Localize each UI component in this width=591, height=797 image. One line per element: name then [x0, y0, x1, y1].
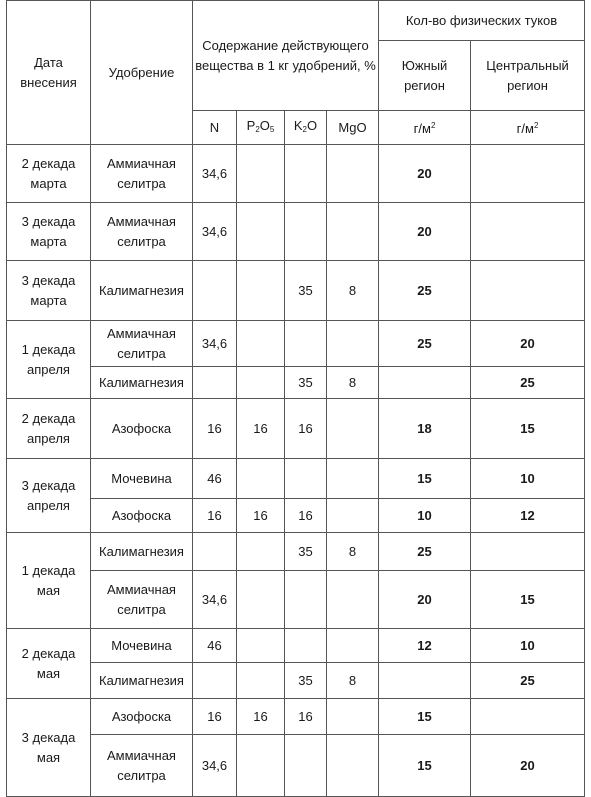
- cell-fertilizer: Аммиачная селитра: [91, 203, 193, 261]
- cell-n: 34,6: [193, 321, 237, 367]
- cell-central: [471, 699, 585, 735]
- cell-south: 20: [379, 571, 471, 629]
- cell-fertilizer: Азофоска: [91, 499, 193, 533]
- cell-central: [471, 145, 585, 203]
- cell-p2o5: [237, 203, 285, 261]
- cell-date: 2 декада марта: [7, 145, 91, 203]
- table-row: [7, 459, 585, 499]
- header-p2o5: [237, 111, 285, 145]
- table-row: [7, 321, 585, 367]
- cell-central: 15: [471, 399, 585, 459]
- cell-date: 1 декада мая: [7, 533, 91, 629]
- cell-fertilizer: Аммиачная селитра: [91, 735, 193, 797]
- cell-mgo: 8: [327, 261, 379, 321]
- k2o-mid: O: [307, 117, 318, 133]
- cell-n: 16: [193, 499, 237, 533]
- cell-p2o5: [237, 261, 285, 321]
- fertilizer-table: [6, 0, 585, 797]
- table-row: [7, 145, 585, 203]
- cell-k2o: [285, 571, 327, 629]
- cell-n: 16: [193, 399, 237, 459]
- p2o5-sub2: 5: [269, 124, 275, 134]
- k2o-sub1: 2: [302, 124, 307, 134]
- cell-n: 34,6: [193, 203, 237, 261]
- cell-p2o5: 16: [237, 399, 285, 459]
- header-content: Содержание действующего вещества в 1 кг удобрений, %: [193, 1, 379, 111]
- cell-p2o5: [237, 663, 285, 699]
- table-row: [7, 571, 585, 629]
- cell-n: [193, 533, 237, 571]
- cell-mgo: [327, 321, 379, 367]
- unit-south-base: г/м: [413, 121, 431, 136]
- cell-central: 20: [471, 321, 585, 367]
- cell-k2o: [285, 735, 327, 797]
- cell-fertilizer: Аммиачная селитра: [91, 571, 193, 629]
- cell-fertilizer: Калимагнезия: [91, 533, 193, 571]
- cell-p2o5: 16: [237, 499, 285, 533]
- p2o5-mid: O: [259, 117, 270, 133]
- p2o5-sub1: 2: [255, 124, 260, 134]
- cell-south: 25: [379, 321, 471, 367]
- table-row: [7, 533, 585, 571]
- cell-fertilizer: Мочевина: [91, 629, 193, 663]
- cell-fertilizer: Калимагнезия: [91, 261, 193, 321]
- cell-k2o: [285, 145, 327, 203]
- cell-p2o5: [237, 145, 285, 203]
- cell-central: 10: [471, 459, 585, 499]
- header-unit-central: [471, 111, 585, 145]
- cell-mgo: [327, 203, 379, 261]
- cell-n: 34,6: [193, 735, 237, 797]
- cell-central: [471, 203, 585, 261]
- cell-fertilizer: Калимагнезия: [91, 663, 193, 699]
- header-south: Южный регион: [379, 41, 471, 111]
- cell-date: 3 декада марта: [7, 203, 91, 261]
- cell-p2o5: [237, 367, 285, 399]
- unit-central-sup: 2: [533, 121, 539, 130]
- cell-central: 15: [471, 571, 585, 629]
- cell-k2o: 35: [285, 261, 327, 321]
- header-n: N: [193, 111, 237, 145]
- cell-date: 2 декада апреля: [7, 399, 91, 459]
- header-k2o: [285, 111, 327, 145]
- table-row: [7, 699, 585, 735]
- table-body: [7, 145, 585, 797]
- cell-p2o5: [237, 571, 285, 629]
- table-row: [7, 629, 585, 663]
- cell-n: [193, 261, 237, 321]
- cell-south: 15: [379, 459, 471, 499]
- cell-k2o: 16: [285, 399, 327, 459]
- header-date: Дата внесения: [7, 1, 91, 145]
- cell-k2o: [285, 321, 327, 367]
- cell-date: 2 декада мая: [7, 629, 91, 699]
- cell-mgo: 8: [327, 533, 379, 571]
- cell-south: 20: [379, 145, 471, 203]
- header-amount: Кол-во физических туков: [379, 1, 585, 41]
- cell-central: 25: [471, 663, 585, 699]
- header-mgo: MgO: [327, 111, 379, 145]
- cell-mgo: [327, 571, 379, 629]
- cell-p2o5: [237, 321, 285, 367]
- cell-k2o: [285, 203, 327, 261]
- cell-south: 15: [379, 735, 471, 797]
- cell-k2o: [285, 629, 327, 663]
- cell-n: [193, 367, 237, 399]
- cell-p2o5: [237, 459, 285, 499]
- cell-south: 12: [379, 629, 471, 663]
- cell-k2o: 35: [285, 367, 327, 399]
- cell-south: 20: [379, 203, 471, 261]
- cell-k2o: 35: [285, 663, 327, 699]
- cell-mgo: [327, 499, 379, 533]
- cell-south: [379, 367, 471, 399]
- cell-central: [471, 261, 585, 321]
- header-fertilizer: Удобрение: [91, 1, 193, 145]
- header-unit-south: [379, 111, 471, 145]
- cell-n: [193, 663, 237, 699]
- cell-mgo: 8: [327, 663, 379, 699]
- table-row: [7, 203, 585, 261]
- header-central: Центральный регион: [471, 41, 585, 111]
- table-row: [7, 261, 585, 321]
- cell-k2o: 35: [285, 533, 327, 571]
- table-row: [7, 499, 585, 533]
- cell-mgo: [327, 699, 379, 735]
- cell-fertilizer: Калимагнезия: [91, 367, 193, 399]
- cell-mgo: [327, 629, 379, 663]
- cell-n: 16: [193, 699, 237, 735]
- cell-central: [471, 533, 585, 571]
- cell-south: [379, 663, 471, 699]
- cell-date: 3 декада мая: [7, 699, 91, 797]
- cell-n: 34,6: [193, 571, 237, 629]
- cell-central: 10: [471, 629, 585, 663]
- cell-p2o5: [237, 629, 285, 663]
- cell-fertilizer: Мочевина: [91, 459, 193, 499]
- cell-k2o: 16: [285, 499, 327, 533]
- table-row: [7, 367, 585, 399]
- cell-date: 3 декада апреля: [7, 459, 91, 533]
- cell-n: 34,6: [193, 145, 237, 203]
- unit-central-base: г/м: [516, 121, 534, 136]
- cell-central: 20: [471, 735, 585, 797]
- cell-mgo: [327, 145, 379, 203]
- cell-south: 10: [379, 499, 471, 533]
- cell-central: 25: [471, 367, 585, 399]
- cell-p2o5: 16: [237, 699, 285, 735]
- cell-mgo: [327, 459, 379, 499]
- cell-central: 12: [471, 499, 585, 533]
- cell-date: 1 декада апреля: [7, 321, 91, 399]
- p2o5-base: P: [246, 117, 256, 133]
- k2o-base: K: [293, 117, 303, 133]
- cell-fertilizer: Азофоска: [91, 699, 193, 735]
- cell-fertilizer: Аммиачная селитра: [91, 145, 193, 203]
- table-row: [7, 735, 585, 797]
- cell-mgo: 8: [327, 367, 379, 399]
- cell-south: 25: [379, 261, 471, 321]
- cell-fertilizer: Аммиачная селитра: [91, 321, 193, 367]
- cell-p2o5: [237, 533, 285, 571]
- cell-p2o5: [237, 735, 285, 797]
- cell-n: 46: [193, 629, 237, 663]
- table-row: [7, 399, 585, 459]
- unit-south-sup: 2: [430, 121, 436, 130]
- cell-mgo: [327, 735, 379, 797]
- cell-mgo: [327, 399, 379, 459]
- cell-south: 25: [379, 533, 471, 571]
- table-row: [7, 663, 585, 699]
- cell-fertilizer: Азофоска: [91, 399, 193, 459]
- cell-n: 46: [193, 459, 237, 499]
- cell-south: 18: [379, 399, 471, 459]
- cell-k2o: [285, 459, 327, 499]
- cell-date: 3 декада марта: [7, 261, 91, 321]
- cell-k2o: 16: [285, 699, 327, 735]
- cell-south: 15: [379, 699, 471, 735]
